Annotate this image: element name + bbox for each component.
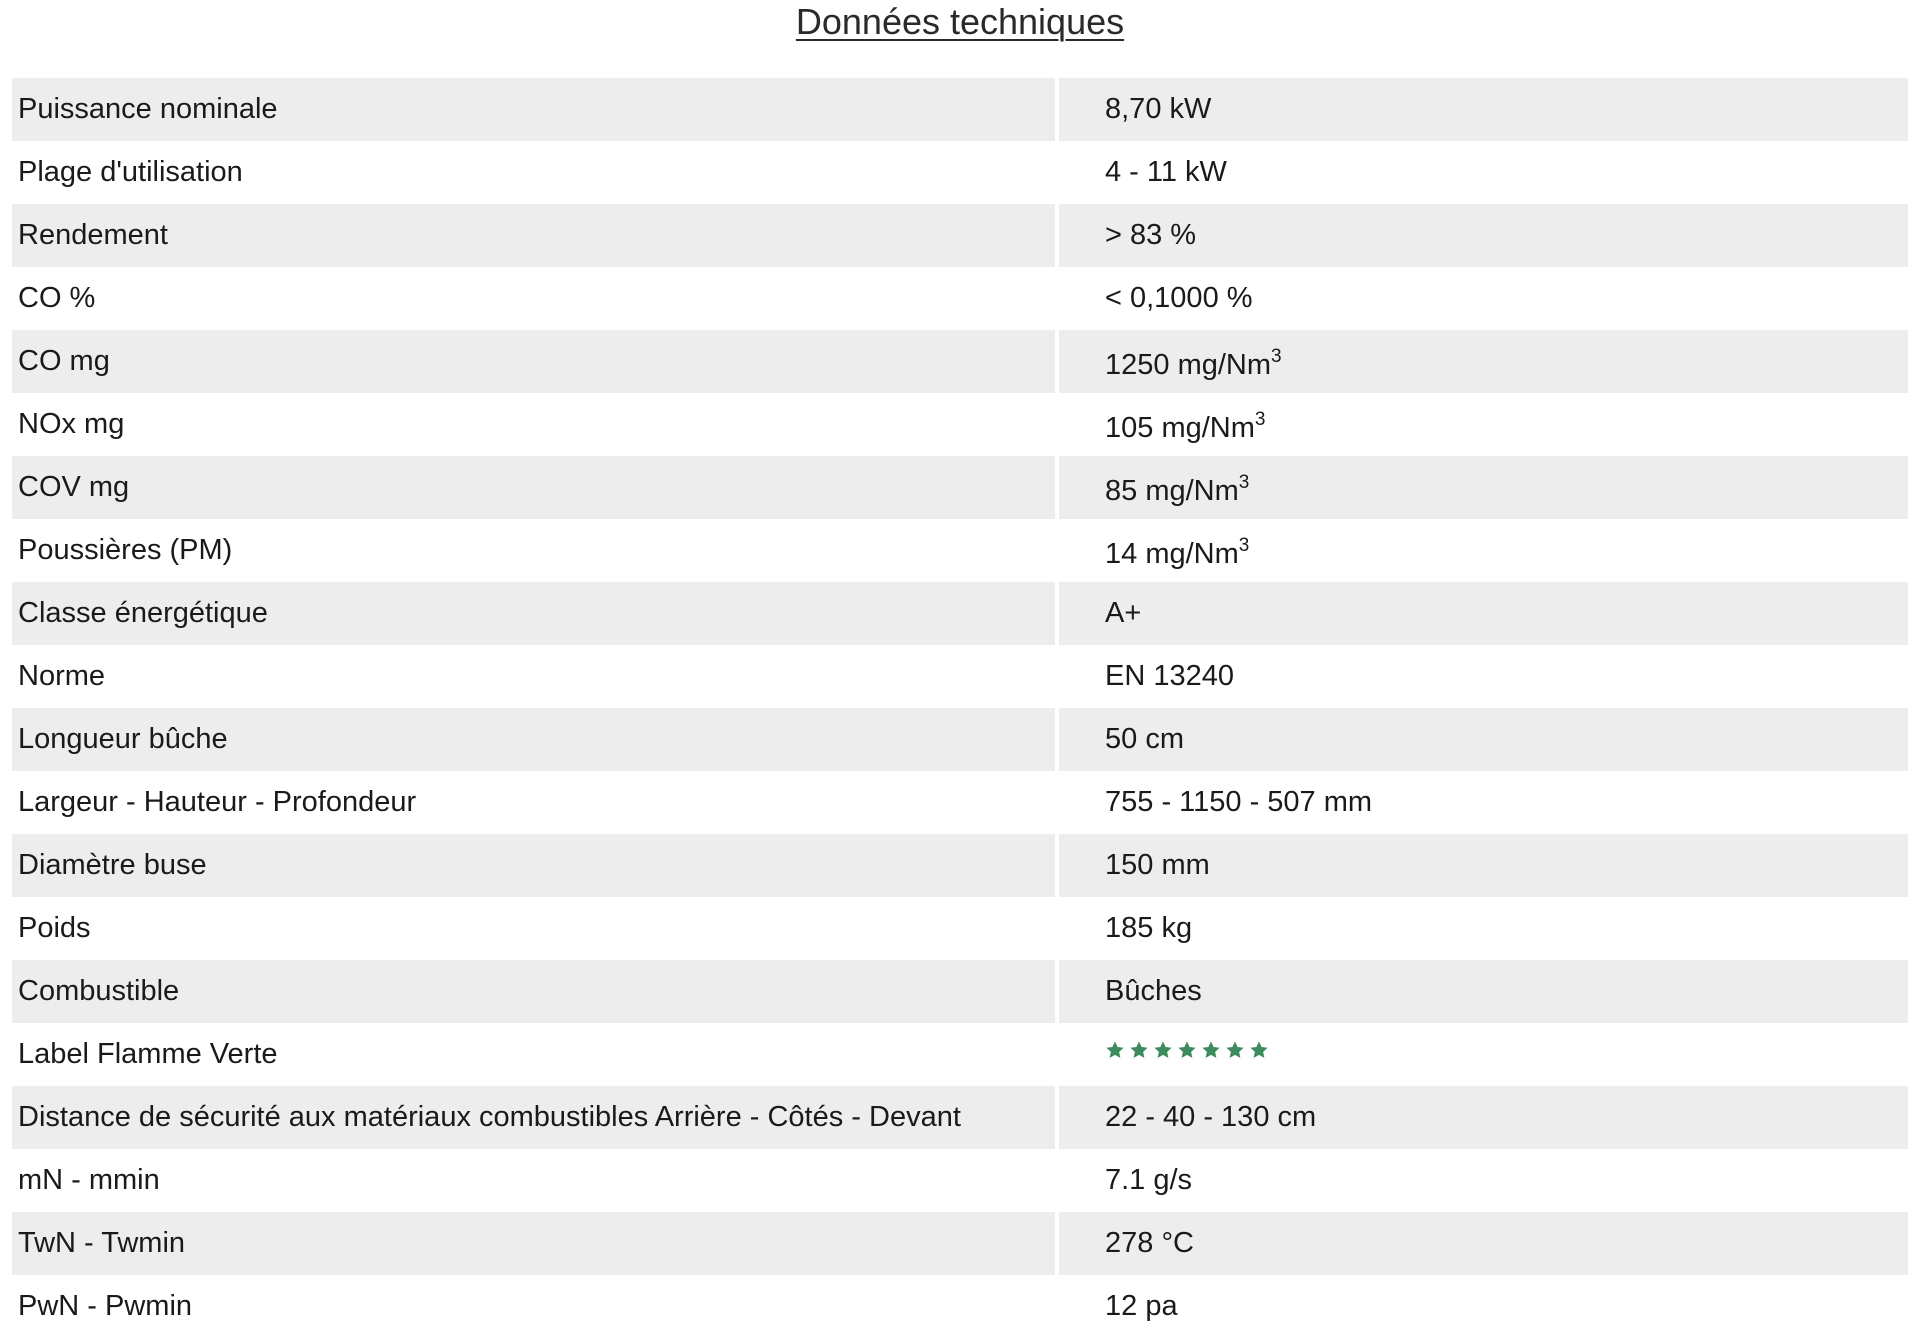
row-value: EN 13240 bbox=[1059, 645, 1908, 708]
page-title: Données techniques bbox=[795, 1, 1125, 42]
table-row bbox=[12, 771, 1908, 834]
table-row bbox=[12, 1149, 1908, 1212]
row-value: 22 - 40 - 130 cm bbox=[1059, 1086, 1908, 1149]
row-value bbox=[1059, 519, 1908, 582]
row-value: 278 °C bbox=[1059, 1212, 1908, 1275]
table-row bbox=[12, 834, 1908, 897]
table-row bbox=[12, 1275, 1908, 1338]
row-value bbox=[1059, 330, 1908, 393]
table-row bbox=[12, 1086, 1908, 1149]
star-icon bbox=[1249, 1040, 1269, 1060]
row-value: 150 mm bbox=[1059, 834, 1908, 897]
row-value bbox=[1059, 393, 1908, 456]
table-row bbox=[12, 456, 1908, 519]
row-label: Largeur - Hauteur - Profondeur bbox=[12, 771, 1059, 834]
table-row bbox=[12, 1212, 1908, 1275]
row-value: 185 kg bbox=[1059, 897, 1908, 960]
row-value: 8,70 kW bbox=[1059, 78, 1908, 141]
row-label: CO mg bbox=[12, 330, 1059, 393]
row-value-stars bbox=[1059, 1023, 1908, 1086]
table-row bbox=[12, 645, 1908, 708]
value-text: 14 mg/Nm bbox=[1105, 538, 1239, 570]
row-value: 4 - 11 kW bbox=[1059, 141, 1908, 204]
table-row bbox=[12, 708, 1908, 771]
row-label: TwN - Twmin bbox=[12, 1212, 1059, 1275]
star-icon bbox=[1153, 1040, 1173, 1060]
star-icon bbox=[1129, 1040, 1149, 1060]
table-row bbox=[12, 330, 1908, 393]
table-row bbox=[12, 897, 1908, 960]
row-label: Classe énergétique bbox=[12, 582, 1059, 645]
row-label: Poussières (PM) bbox=[12, 519, 1059, 582]
row-value: > 83 % bbox=[1059, 204, 1908, 267]
row-label: CO % bbox=[12, 267, 1059, 330]
superscript: 3 bbox=[1254, 409, 1266, 430]
table-row bbox=[12, 582, 1908, 645]
value-text: 85 mg/Nm bbox=[1105, 475, 1239, 507]
row-value bbox=[1059, 456, 1908, 519]
row-value: 7.1 g/s bbox=[1059, 1149, 1908, 1212]
star-icon bbox=[1177, 1040, 1197, 1060]
table-row bbox=[12, 267, 1908, 330]
row-value: 50 cm bbox=[1059, 708, 1908, 771]
table-row bbox=[12, 393, 1908, 456]
row-value: A+ bbox=[1059, 582, 1908, 645]
row-label: Combustible bbox=[12, 960, 1059, 1023]
row-value: 755 - 1150 - 507 mm bbox=[1059, 771, 1908, 834]
table-row bbox=[12, 1023, 1908, 1086]
superscript: 3 bbox=[1238, 472, 1250, 493]
row-label: Longueur bûche bbox=[12, 708, 1059, 771]
row-value: 12 pa bbox=[1059, 1275, 1908, 1338]
star-icon bbox=[1225, 1040, 1245, 1060]
star-icon bbox=[1105, 1040, 1125, 1060]
row-label: Rendement bbox=[12, 204, 1059, 267]
row-label: Diamètre buse bbox=[12, 834, 1059, 897]
table-row bbox=[12, 141, 1908, 204]
table-row bbox=[12, 519, 1908, 582]
row-label: PwN - Pwmin bbox=[12, 1275, 1059, 1338]
superscript: 3 bbox=[1271, 346, 1282, 367]
table-row bbox=[12, 960, 1908, 1023]
row-value: < 0,1000 % bbox=[1059, 267, 1908, 330]
value-text: 1250 mg/Nm bbox=[1105, 349, 1272, 381]
row-value: Bûches bbox=[1059, 960, 1908, 1023]
star-icon bbox=[1201, 1040, 1221, 1060]
row-label: Plage d'utilisation bbox=[12, 141, 1059, 204]
row-label: Puissance nominale bbox=[12, 78, 1059, 141]
row-label: Norme bbox=[12, 645, 1059, 708]
row-label: mN - mmin bbox=[12, 1149, 1059, 1212]
flamme-verte-rating bbox=[1105, 1040, 1269, 1060]
row-label: Label Flamme Verte bbox=[12, 1023, 1059, 1086]
row-label: Distance de sécurité aux matériaux combustibles Arrière - Côtés - Devant bbox=[12, 1086, 1059, 1149]
row-label: Poids bbox=[12, 897, 1059, 960]
table-row bbox=[12, 204, 1908, 267]
row-label: NOx mg bbox=[12, 393, 1059, 456]
row-label: COV mg bbox=[12, 456, 1059, 519]
superscript: 3 bbox=[1238, 535, 1250, 556]
value-text: 105 mg/Nm bbox=[1105, 412, 1255, 444]
table-row bbox=[12, 78, 1908, 141]
technical-data-table bbox=[12, 78, 1908, 1338]
